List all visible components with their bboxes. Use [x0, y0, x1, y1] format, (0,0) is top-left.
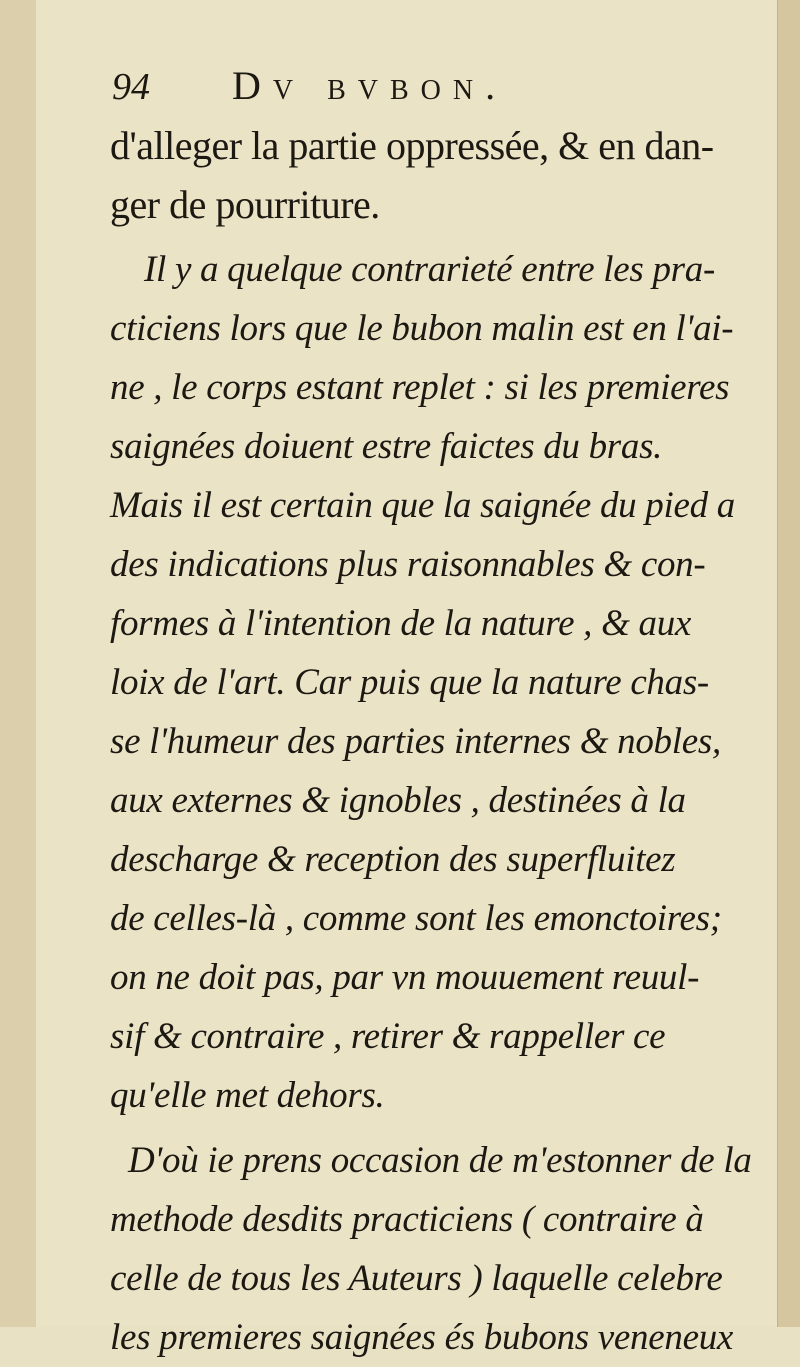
paragraph-1	[110, 116, 775, 234]
text-line: celle de tous les Auteurs ) laquelle celebre	[110, 1258, 723, 1299]
text-line: Il y a quelque contrarieté entre les pra-	[144, 249, 715, 290]
text-line: methode desdits practiciens ( contraire à	[110, 1199, 704, 1240]
text-line: sif & contraire , retirer & rappeller ce	[110, 1016, 666, 1057]
text-line: d'alleger la partie oppressée, & en dan-	[110, 123, 714, 168]
text-line: ger de pourriture.	[110, 182, 380, 227]
text-line: descharge & reception des superfluitez	[110, 839, 676, 880]
text-line: se l'humeur des parties internes & nobles,	[110, 721, 721, 762]
text-line: de celles-là , comme sont les emonctoires;	[110, 898, 722, 939]
text-line: formes à l'intention de la nature , & aux	[110, 603, 692, 644]
text-line: qu'elle met dehors.	[110, 1075, 385, 1116]
text-line: Mais il est certain que la saignée du pied a	[110, 485, 735, 526]
text-line: ne , le corps estant replet : si les premieres	[110, 367, 730, 408]
text-line: les premieres saignées és bubons veneneux	[110, 1317, 734, 1358]
running-head	[112, 62, 672, 118]
paragraph-3	[110, 1131, 775, 1367]
text-block	[110, 116, 775, 1367]
text-line: des indications plus raisonnables & con-	[110, 544, 706, 585]
page-edge	[777, 0, 800, 1327]
page-number: 94	[112, 66, 150, 108]
text-line: D'où ie prens occasion de m'estonner de la	[128, 1140, 752, 1181]
text-line: cticiens lors que le bubon malin est en l'ai-	[110, 308, 734, 349]
gutter-shadow	[0, 0, 36, 1327]
text-line: on ne doit pas, par vn mouuement reuul-	[110, 957, 700, 998]
paragraph-2	[110, 240, 775, 1125]
running-title: Dv bvbon.	[232, 63, 508, 108]
text-line: aux externes & ignobles , destinées à la	[110, 780, 686, 821]
text-line: loix de l'art. Car puis que la nature chas-	[110, 662, 709, 703]
text-line: saignées doiuent estre faictes du bras.	[110, 426, 663, 467]
